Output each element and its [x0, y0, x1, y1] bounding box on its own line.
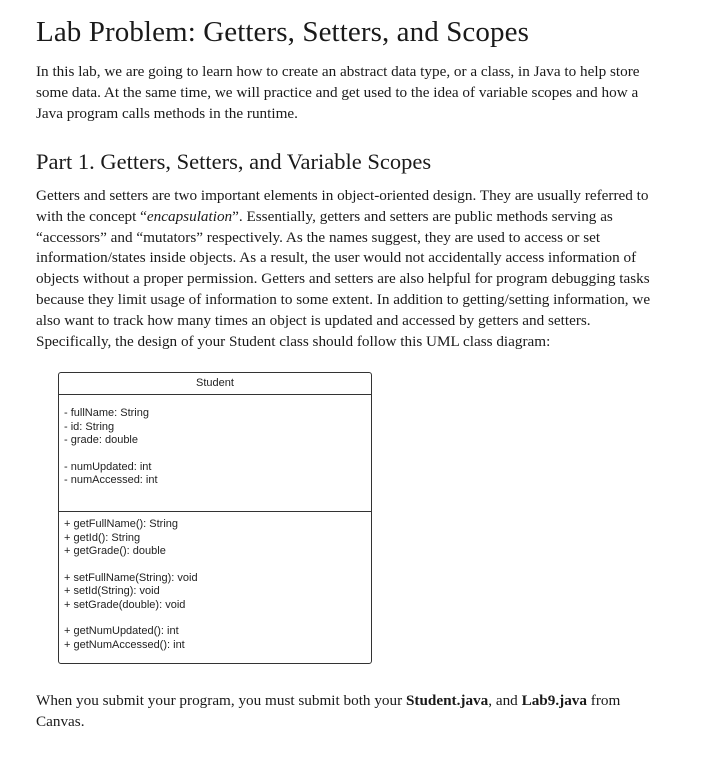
uml-method: + getId(): String: [64, 531, 141, 544]
uml-attribute: - fullName: String: [64, 407, 149, 419]
emphasis-encapsulation: encapsulation: [146, 207, 233, 225]
filename-student-java: Student.java: [405, 692, 489, 709]
uml-methods-section: [59, 512, 371, 652]
part1-line: [36, 207, 654, 228]
text-run: with the concept “: [36, 207, 147, 225]
part1-line: information/states inside objects. As a result, the user would not accidentally access information of: [36, 249, 637, 267]
uml-attribute: - numAccessed: int: [64, 474, 158, 486]
part1-line: Specifically, the design of your Student class should follow this UML class diagram:: [36, 332, 551, 350]
part1-line: also want to track how many times an object is updated and accessed by getters and setters.: [36, 311, 591, 329]
uml-method: + setFullName(String): void: [64, 571, 198, 584]
part1-line: Getters and setters are two important elements in object-oriented design. They are usually referred to: [36, 187, 649, 204]
filename-lab9-java: Lab9.java: [521, 692, 587, 709]
section-heading-part1: Part 1. Getters, Setters, and Variable Scopes: [36, 149, 432, 174]
uml-attribute: - grade: double: [64, 434, 138, 446]
uml-spacer: [64, 448, 371, 461]
uml-method: + getFullName(): String: [64, 518, 179, 530]
intro-line: In this lab, we are going to learn how to create an abstract data type, or a class, in Java to help store: [36, 63, 640, 80]
uml-attribute: - id: String: [64, 420, 115, 433]
text-run: ”. Essentially, getters and setters are public methods serving as: [232, 207, 613, 225]
intro-line: Java program calls methods in the runtime.: [36, 104, 298, 122]
intro-paragraph: [36, 62, 648, 124]
text-run: When you submit your program, you must submit both your: [36, 692, 406, 709]
part1-line: because they limit usage of information to some extent. In addition to getting/setting information, we: [36, 290, 651, 308]
intro-line: some data. At the same time, we will practice and get used to the idea of variable scopes and how a: [36, 83, 639, 101]
uml-method: + getGrade(): double: [64, 545, 166, 557]
uml-attribute: - numUpdated: int: [64, 460, 152, 473]
uml-spacer: [64, 559, 371, 572]
text-run: from: [586, 692, 621, 709]
uml-method: + setId(String): void: [64, 585, 160, 597]
uml-method: + setGrade(double): void: [64, 598, 186, 611]
uml-spacer: [64, 612, 371, 625]
uml-attributes-section: [59, 395, 371, 512]
uml-method: + getNumAccessed(): int: [64, 638, 185, 651]
part1-line: objects without a proper permission. Getters and setters are also helpful for program debugging tasks: [36, 270, 650, 288]
submit-paragraph: [36, 691, 648, 733]
submit-line: [36, 691, 648, 712]
uml-class-diagram: [58, 372, 372, 664]
text-run: , and: [488, 692, 522, 709]
uml-class-name: Student: [59, 373, 371, 395]
submit-line: Canvas.: [36, 712, 85, 730]
page-title: Lab Problem: Getters, Setters, and Scopes: [36, 16, 529, 48]
part1-paragraph: [36, 186, 654, 352]
uml-method: + getNumUpdated(): int: [64, 625, 179, 637]
part1-line: “accessors” and “mutators” respectively. As the names suggest, they are used to access or set: [36, 228, 601, 246]
